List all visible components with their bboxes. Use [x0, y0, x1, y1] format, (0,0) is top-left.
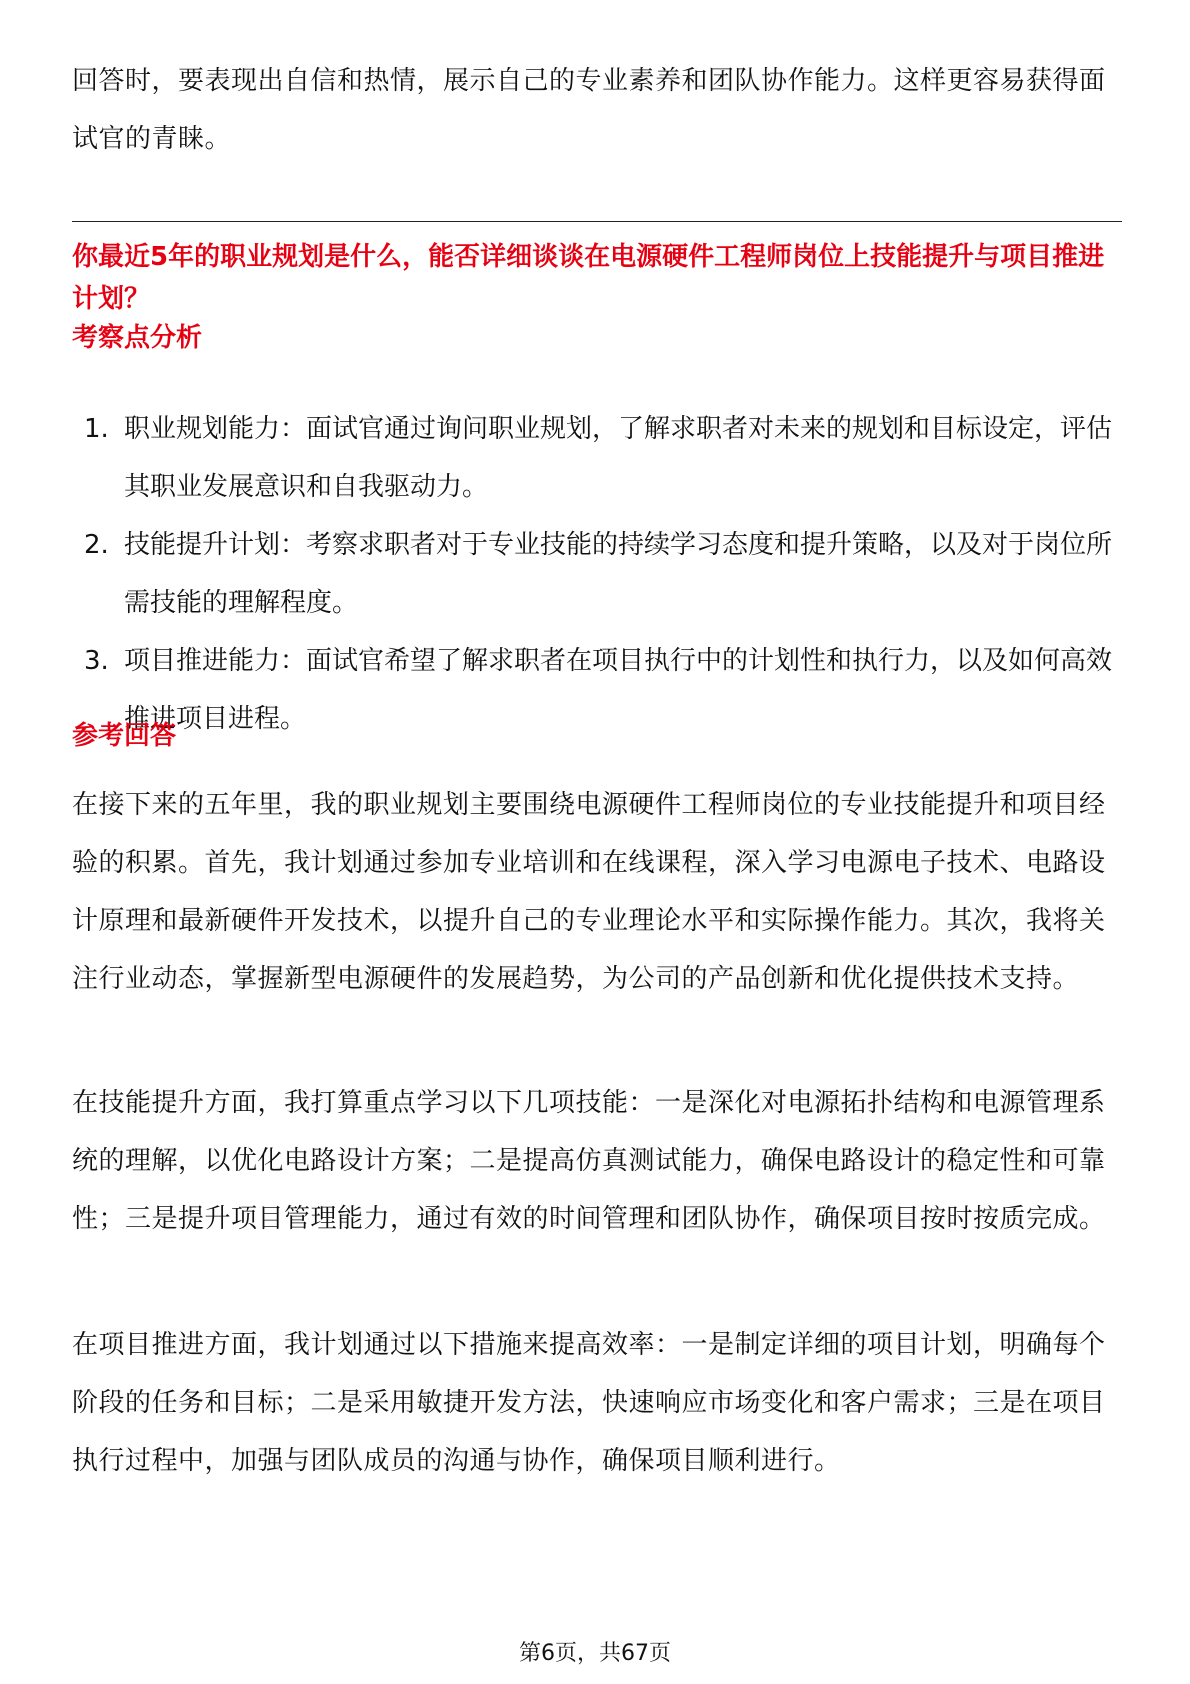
list-number: 1.	[84, 414, 109, 444]
analysis-item-text: 技能提升计划：考察求职者对于专业技能的持续学习态度和提升策略，以及对于岗位所需技能的理解程度。	[124, 530, 1113, 618]
answer-paragraph-1: 在接下来的五年里，我的职业规划主要围绕电源硬件工程师岗位的专业技能提升和项目经验的积累。首先，我计划通过参加专业培训和在线课程，深入学习电源电子技术、电路设计原理和最新硬件开发技术，以提升自己的专业理论水平和实际操作能力。其次，我将关注行业动态，掌握新型电源硬件的发展趋势，为公司的产品创新和优化提供技术支持。	[72, 790, 1106, 994]
question-heading: 你最近5年的职业规划是什么，能否详细谈谈在电源硬件工程师岗位上技能提升与项目推进计划？	[72, 242, 1105, 314]
analysis-item-text: 项目推进能力：面试官希望了解求职者在项目执行中的计划性和执行力，以及如何高效推进项目进程。	[124, 646, 1113, 734]
analysis-title: 考察点分析	[72, 323, 203, 353]
analysis-item	[72, 632, 1122, 748]
answer-paragraph-2: 在技能提升方面，我打算重点学习以下几项技能：一是深化对电源拓扑结构和电源管理系统的理解，以优化电路设计方案；二是提高仿真测试能力，确保电路设计的稳定性和可靠性；三是提升项目管理能力，通过有效的时间管理和团队协作，确保项目按时按质完成。	[72, 1088, 1106, 1234]
answer-paragraph-3: 在项目推进方面，我计划通过以下措施来提高效率：一是制定详细的项目计划，明确每个阶段的任务和目标；二是采用敏捷开发方法，快速响应市场变化和客户需求；三是在项目执行过程中，加强与团队成员的沟通与协作，确保项目顺利进行。	[72, 1330, 1106, 1476]
analysis-list	[72, 400, 1122, 748]
intro-paragraph: 回答时，要表现出自信和热情，展示自己的专业素养和团队协作能力。这样更容易获得面试官的青睐。	[72, 66, 1106, 154]
analysis-item	[72, 400, 1122, 516]
page-number: 第6页，共67页	[519, 1641, 671, 1666]
section-divider	[72, 221, 1122, 222]
answer-title: 参考回答	[72, 721, 177, 751]
list-number: 3.	[84, 646, 109, 676]
analysis-item	[72, 516, 1122, 632]
list-number: 2.	[84, 530, 109, 560]
analysis-item-text: 职业规划能力：面试官通过询问职业规划，了解求职者对未来的规划和目标设定，评估其职业发展意识和自我驱动力。	[124, 414, 1113, 502]
